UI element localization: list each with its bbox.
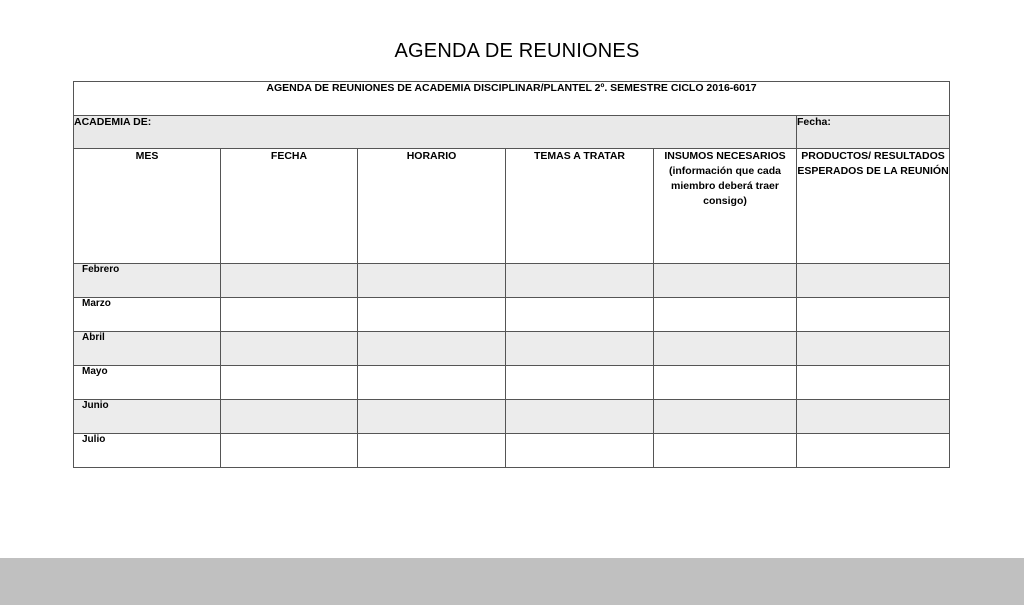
fecha-cell[interactable] <box>221 434 358 468</box>
insumos-cell[interactable] <box>654 434 797 468</box>
horario-cell[interactable] <box>358 434 506 468</box>
header-mes: MES <box>74 149 221 264</box>
header-productos: PRODUCTOS/ RESULTADOS ESPERADOS DE LA REUNIÓN <box>797 149 950 264</box>
productos-cell[interactable] <box>797 434 950 468</box>
month-cell: Julio <box>74 434 221 468</box>
temas-cell[interactable] <box>506 434 654 468</box>
horario-cell[interactable] <box>358 366 506 400</box>
table-row <box>74 366 950 400</box>
insumos-cell[interactable] <box>654 366 797 400</box>
temas-cell[interactable] <box>506 332 654 366</box>
table-row <box>74 264 950 298</box>
header-horario: HORARIO <box>358 149 506 264</box>
month-cell: Abril <box>74 332 221 366</box>
header-insumos: INSUMOS NECESARIOS (información que cada miembro deberá traer consigo) <box>654 149 797 264</box>
academia-row <box>74 116 950 149</box>
table-row <box>74 298 950 332</box>
productos-cell[interactable] <box>797 298 950 332</box>
productos-cell[interactable] <box>797 264 950 298</box>
temas-cell[interactable] <box>506 366 654 400</box>
academia-label[interactable]: ACADEMIA DE: <box>74 116 797 149</box>
footer-band <box>0 558 1024 605</box>
horario-cell[interactable] <box>358 400 506 434</box>
insumos-cell[interactable] <box>654 400 797 434</box>
month-cell: Mayo <box>74 366 221 400</box>
table-row <box>74 400 950 434</box>
horario-cell[interactable] <box>358 332 506 366</box>
page-title: AGENDA DE REUNIONES <box>394 40 640 62</box>
horario-cell[interactable] <box>358 264 506 298</box>
table-row <box>74 332 950 366</box>
fecha-cell[interactable] <box>221 298 358 332</box>
fecha-cell[interactable] <box>221 332 358 366</box>
fecha-cell[interactable] <box>221 264 358 298</box>
header-fecha: FECHA <box>221 149 358 264</box>
insumos-cell[interactable] <box>654 298 797 332</box>
productos-cell[interactable] <box>797 400 950 434</box>
insumos-cell[interactable] <box>654 332 797 366</box>
fecha-label[interactable]: Fecha: <box>797 116 950 149</box>
fecha-cell[interactable] <box>221 400 358 434</box>
temas-cell[interactable] <box>506 298 654 332</box>
fecha-cell[interactable] <box>221 366 358 400</box>
insumos-cell[interactable] <box>654 264 797 298</box>
table-banner: AGENDA DE REUNIONES DE ACADEMIA DISCIPLINAR/PLANTEL 2º. SEMESTRE CICLO 2016-6017 <box>74 82 950 116</box>
productos-cell[interactable] <box>797 366 950 400</box>
temas-cell[interactable] <box>506 264 654 298</box>
month-cell: Febrero <box>74 264 221 298</box>
table-banner-row <box>74 82 950 116</box>
header-temas: TEMAS A TRATAR <box>506 149 654 264</box>
month-cell: Junio <box>74 400 221 434</box>
column-header-row <box>74 149 950 264</box>
horario-cell[interactable] <box>358 298 506 332</box>
table-row <box>74 434 950 468</box>
temas-cell[interactable] <box>506 400 654 434</box>
month-cell: Marzo <box>74 298 221 332</box>
productos-cell[interactable] <box>797 332 950 366</box>
agenda-table <box>73 81 950 468</box>
